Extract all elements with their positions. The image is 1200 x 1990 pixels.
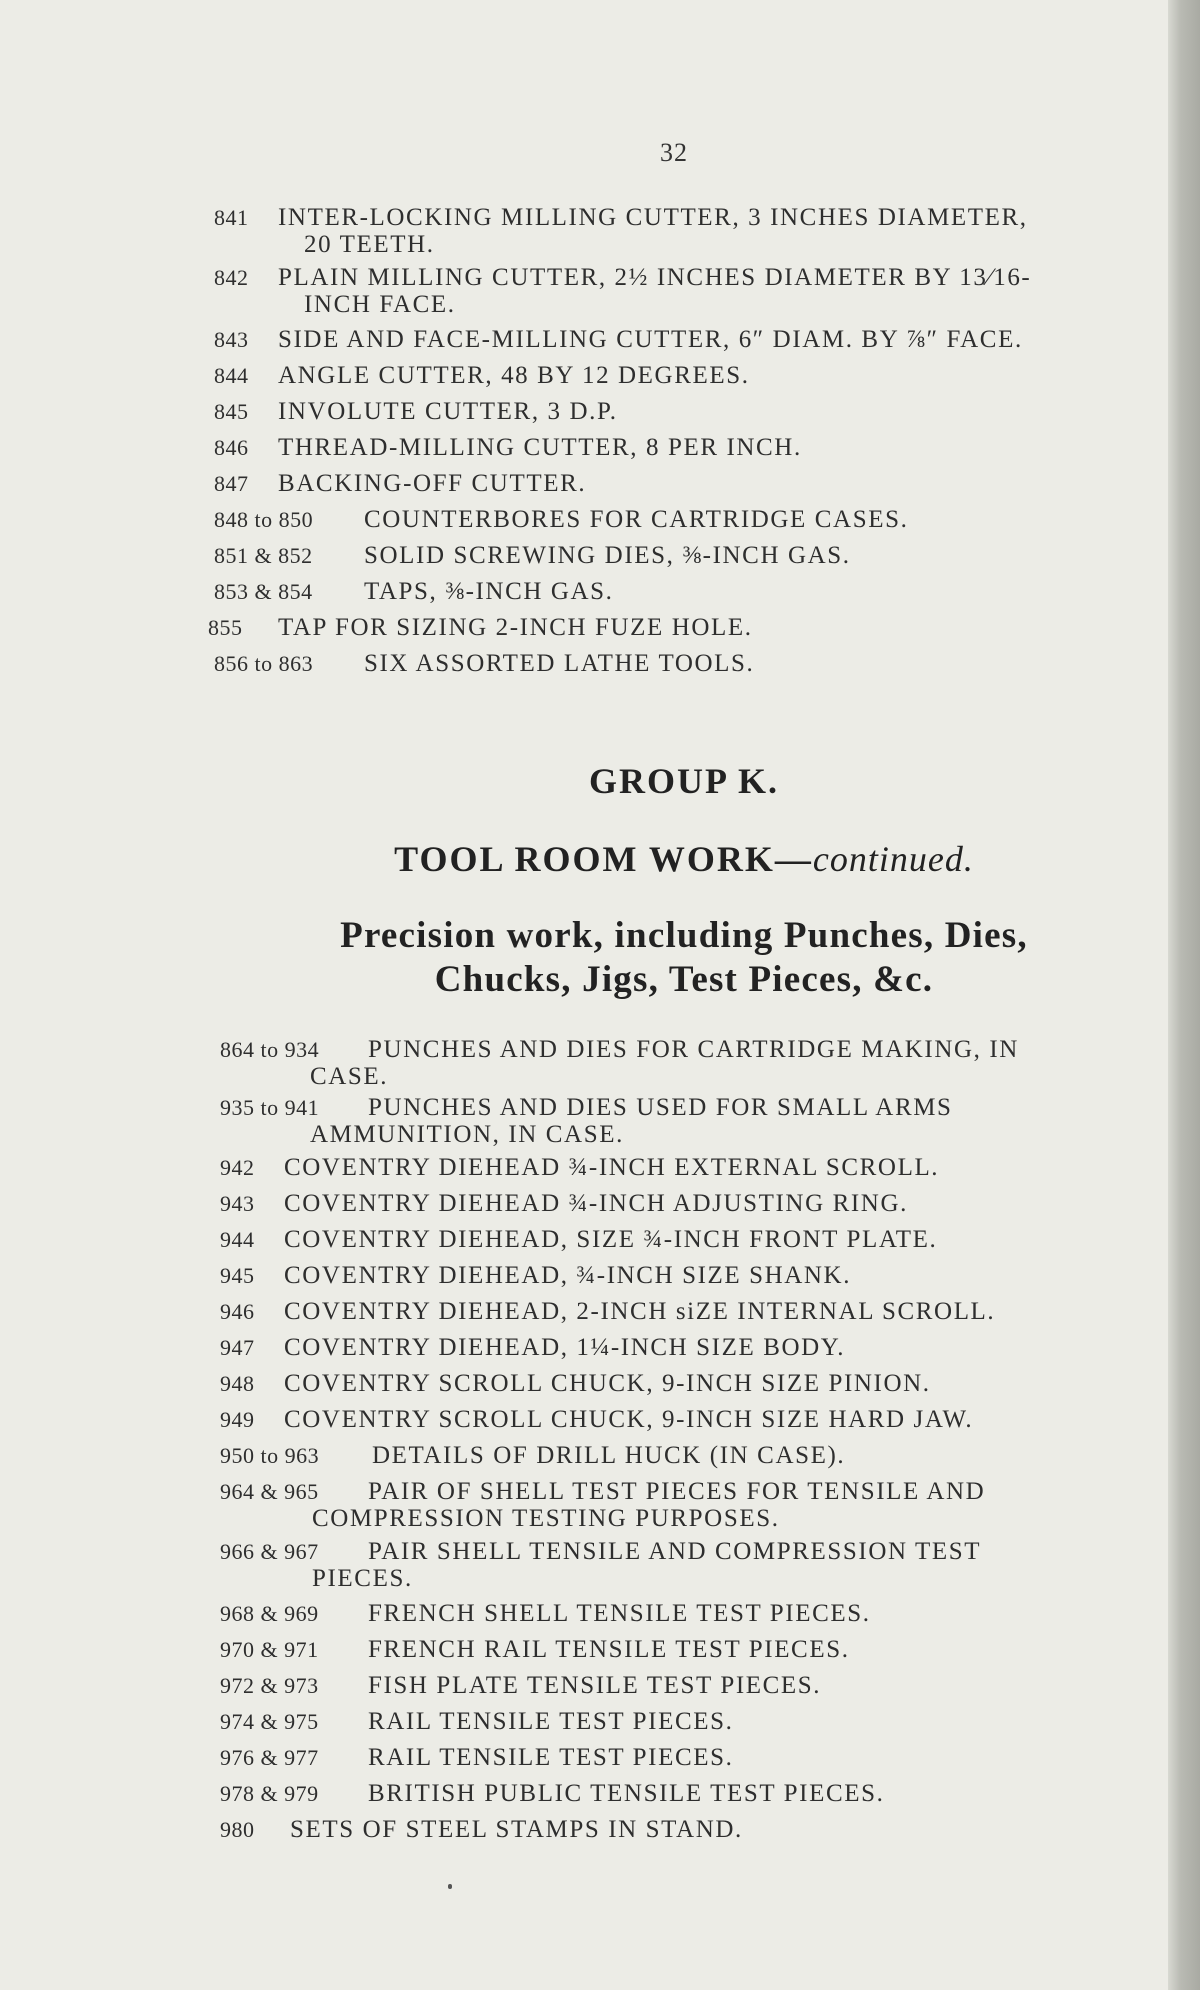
item-number: 972 & 973: [220, 1673, 319, 1698]
item-description: SOLID SCREWING DIES, ⅜-INCH GAS.: [364, 542, 851, 569]
item-continuation: INCH FACE.: [304, 291, 456, 318]
item-description: PLAIN MILLING CUTTER, 2½ INCHES DIAMETER BY 13⁄16-: [278, 264, 1032, 291]
list-item: [220, 1600, 871, 1627]
item-description: SIDE AND FACE-MILLING CUTTER, 6″ DIAM. BY ⅞″ FACE.: [278, 326, 1023, 353]
list-item: [220, 1370, 931, 1397]
list-item: [214, 506, 908, 533]
list-item: [214, 326, 1023, 353]
item-description: COVENTRY DIEHEAD, 1¼-INCH SIZE BODY.: [284, 1334, 846, 1361]
item-description: PAIR OF SHELL TEST PIECES FOR TENSILE AND: [368, 1478, 986, 1505]
list-item: [220, 1636, 850, 1663]
item-description: RAIL TENSILE TEST PIECES.: [368, 1708, 734, 1735]
list-item: [220, 1708, 733, 1735]
list-item: [220, 1780, 884, 1807]
item-description: COUNTERBORES FOR CARTRIDGE CASES.: [364, 506, 909, 533]
item-number: 966 & 967: [220, 1539, 319, 1564]
list-item: [220, 1442, 845, 1469]
list-item: [220, 1036, 1019, 1090]
item-description: INVOLUTE CUTTER, 3 D.P.: [278, 398, 618, 425]
item-description: SETS OF STEEL STAMPS IN STAND.: [290, 1816, 743, 1843]
item-number: 948: [220, 1371, 255, 1396]
item-number: 848 to 850: [214, 507, 314, 532]
item-description: COVENTRY DIEHEAD ¾-INCH ADJUSTING RING.: [284, 1190, 908, 1217]
item-number: 944: [220, 1227, 255, 1252]
list-item: [220, 1334, 845, 1361]
item-description: TAP FOR SIZING 2-INCH FUZE HOLE.: [278, 614, 753, 641]
list-item: [214, 362, 750, 389]
paper-speck: [448, 1884, 452, 1889]
item-number: 978 & 979: [220, 1781, 319, 1806]
item-description: PUNCHES AND DIES FOR CARTRIDGE MAKING, IN: [368, 1036, 1019, 1063]
item-number: 943: [220, 1191, 255, 1216]
item-number: 968 & 969: [220, 1601, 319, 1626]
list-item: [214, 650, 754, 677]
item-number: 853 & 854: [214, 579, 313, 604]
item-number: 851 & 852: [214, 543, 313, 568]
item-number: 844: [214, 363, 249, 388]
item-description: ANGLE CUTTER, 48 BY 12 DEGREES.: [278, 362, 750, 389]
list-item: [208, 614, 753, 641]
item-number: 947: [220, 1335, 255, 1360]
item-number: 864 to 934: [220, 1037, 320, 1062]
item-description: COVENTRY DIEHEAD ¾-INCH EXTERNAL SCROLL.: [284, 1154, 940, 1181]
list-item: [220, 1672, 821, 1699]
group-title: GROUP K.: [588, 761, 779, 801]
item-number: 946: [220, 1299, 255, 1324]
item-continuation: 20 TEETH.: [304, 231, 435, 258]
list-item: [214, 204, 1028, 258]
list-item: [220, 1538, 981, 1592]
list-item: [214, 542, 851, 569]
list-item: [220, 1816, 743, 1843]
section-heading-line-1: Precision work, including Punches, Dies,: [340, 915, 1028, 956]
subtitle-main: TOOL ROOM WORK—: [394, 839, 813, 879]
item-description: THREAD-MILLING CUTTER, 8 PER INCH.: [278, 434, 802, 461]
item-description: COVENTRY DIEHEAD, 2-INCH siZE INTERNAL SCROLL.: [284, 1298, 996, 1325]
list-item: [220, 1094, 953, 1148]
page-number: 32: [660, 138, 688, 167]
item-description: FISH PLATE TENSILE TEST PIECES.: [368, 1672, 822, 1699]
list-item: [220, 1744, 733, 1771]
list-item: [214, 578, 614, 605]
item-number: 945: [220, 1263, 255, 1288]
item-number: 949: [220, 1407, 255, 1432]
item-description: PAIR SHELL TENSILE AND COMPRESSION TEST: [368, 1538, 982, 1565]
item-description: FRENCH RAIL TENSILE TEST PIECES.: [368, 1636, 850, 1663]
item-number: 841: [214, 205, 249, 230]
item-continuation: COMPRESSION TESTING PURPOSES.: [312, 1505, 780, 1532]
item-description: COVENTRY DIEHEAD, ¾-INCH SIZE SHANK.: [284, 1262, 852, 1289]
item-description: DETAILS OF DRILL HUCK (IN CASE).: [372, 1442, 846, 1469]
item-number: 942: [220, 1155, 255, 1180]
item-continuation: AMMUNITION, IN CASE.: [310, 1121, 624, 1148]
item-continuation: CASE.: [310, 1063, 389, 1090]
list-item: [220, 1190, 908, 1217]
item-number: 843: [214, 327, 249, 352]
item-number: 976 & 977: [220, 1745, 319, 1770]
page-edge-shadow: [1168, 0, 1200, 1990]
item-description: RAIL TENSILE TEST PIECES.: [368, 1744, 734, 1771]
list-item: [220, 1298, 995, 1325]
item-description: TAPS, ⅜-INCH GAS.: [364, 578, 614, 605]
item-number: 856 to 863: [214, 651, 314, 676]
list-item: [220, 1262, 851, 1289]
item-number: 842: [214, 265, 249, 290]
item-description: SIX ASSORTED LATHE TOOLS.: [364, 650, 755, 677]
list-item: [220, 1478, 985, 1532]
item-number: 846: [214, 435, 249, 460]
item-description: FRENCH SHELL TENSILE TEST PIECES.: [368, 1600, 871, 1627]
list-item: [214, 398, 618, 425]
item-description: PUNCHES AND DIES USED FOR SMALL ARMS: [368, 1094, 953, 1121]
item-number: 980: [220, 1817, 255, 1842]
item-number: 974 & 975: [220, 1709, 319, 1734]
list-item: [214, 470, 586, 497]
list-item: [220, 1154, 939, 1181]
list-item: [220, 1226, 937, 1253]
subtitle-italic: continued.: [812, 839, 974, 879]
item-description: BRITISH PUBLIC TENSILE TEST PIECES.: [368, 1780, 885, 1807]
item-number: 964 & 965: [220, 1479, 319, 1504]
list-item: [220, 1406, 973, 1433]
item-number: 950 to 963: [220, 1443, 320, 1468]
item-continuation: PIECES.: [312, 1565, 413, 1592]
item-description: BACKING-OFF CUTTER.: [278, 470, 587, 497]
item-description: COVENTRY SCROLL CHUCK, 9-INCH SIZE HARD JAW.: [284, 1406, 974, 1433]
item-description: COVENTRY SCROLL CHUCK, 9-INCH SIZE PINION.: [284, 1370, 931, 1397]
item-number: 845: [214, 399, 249, 424]
item-description: COVENTRY DIEHEAD, SIZE ¾-INCH FRONT PLATE.: [284, 1226, 938, 1253]
item-number: 935 to 941: [220, 1095, 320, 1120]
section-subtitle: [0, 838, 1200, 880]
item-number: 855: [208, 615, 243, 640]
section-heading-line-2: Chucks, Jigs, Test Pieces, &c.: [434, 959, 934, 1000]
item-number: 847: [214, 471, 249, 496]
item-number: 970 & 971: [220, 1637, 319, 1662]
list-item: [214, 264, 1031, 318]
list-item: [214, 434, 802, 461]
item-description: INTER-LOCKING MILLING CUTTER, 3 INCHES DIAMETER,: [278, 204, 1028, 231]
